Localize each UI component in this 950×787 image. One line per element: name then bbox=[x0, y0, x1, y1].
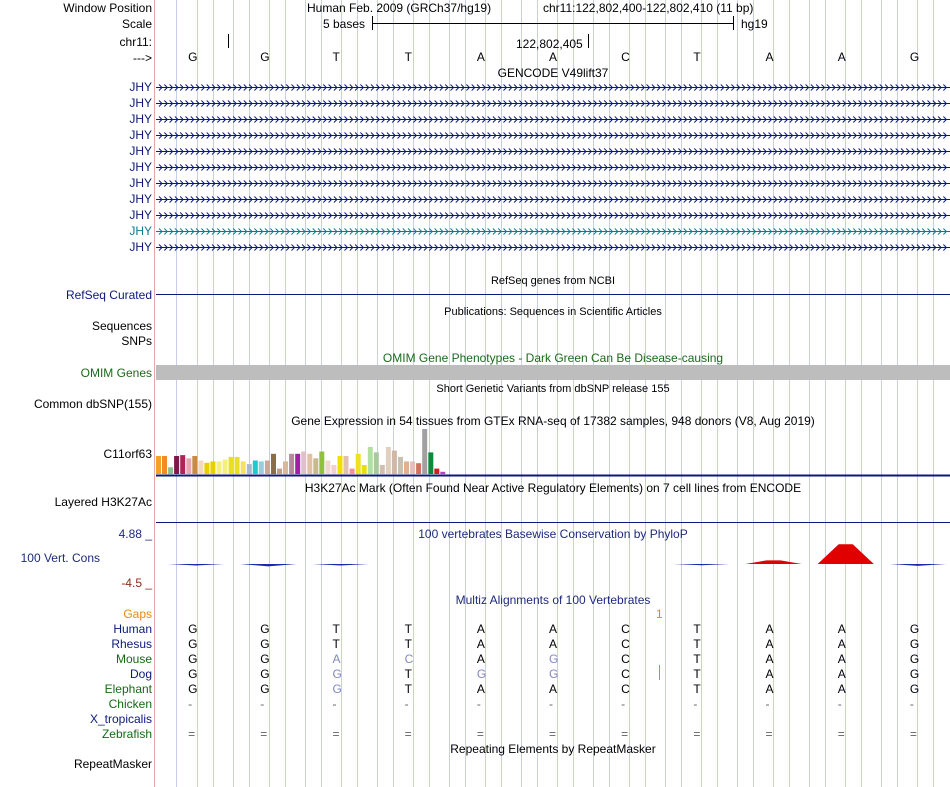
gencode-transcript-line[interactable] bbox=[156, 243, 950, 252]
alignment-base: T bbox=[404, 622, 412, 636]
alignment-base: T bbox=[693, 682, 701, 696]
alignment-base: = bbox=[909, 727, 917, 741]
refseq-gene-line[interactable] bbox=[156, 294, 950, 295]
gtex-tissue-bar[interactable] bbox=[344, 456, 349, 474]
gtex-tissue-bar[interactable] bbox=[259, 461, 264, 474]
gtex-tissue-bar[interactable] bbox=[265, 461, 270, 475]
alignment-base: - bbox=[332, 697, 337, 711]
gtex-tissue-bar[interactable] bbox=[398, 457, 403, 474]
alignment-base: - bbox=[260, 697, 265, 711]
alignment-base: = bbox=[693, 727, 701, 741]
alignment-base: A bbox=[837, 667, 846, 681]
alignment-base: = bbox=[260, 727, 268, 741]
gtex-tissue-bar[interactable] bbox=[217, 461, 222, 474]
alignment-base: A bbox=[765, 667, 774, 681]
alignment-base: G bbox=[909, 622, 920, 636]
gencode-transcript-line[interactable] bbox=[156, 163, 950, 172]
gencode-transcript-label[interactable]: JHY bbox=[129, 144, 152, 158]
strand-label: ---> bbox=[133, 51, 152, 65]
gtex-tissue-bar[interactable] bbox=[223, 460, 228, 474]
gtex-tissue-bar[interactable] bbox=[174, 456, 179, 474]
alignment-base: A bbox=[765, 682, 774, 696]
alignment-base: G bbox=[909, 667, 920, 681]
gtex-tissue-bar[interactable] bbox=[210, 461, 215, 474]
alignment-base: T bbox=[693, 637, 701, 651]
gencode-transcript-label[interactable]: JHY bbox=[129, 192, 152, 206]
coord-text: 122,802,405 bbox=[516, 37, 583, 51]
alignment-base: = bbox=[765, 727, 773, 741]
alignment-base: = bbox=[476, 727, 484, 741]
gencode-transcript-label[interactable]: JHY bbox=[129, 208, 152, 222]
gtex-tissue-bar[interactable] bbox=[241, 461, 246, 474]
gtex-tissue-bar[interactable] bbox=[428, 452, 433, 474]
species-label[interactable]: Rhesus bbox=[111, 637, 152, 651]
position-text: chr11:122,802,400-122,802,410 (11 bp) bbox=[543, 1, 754, 15]
alignment-base: - bbox=[404, 697, 409, 711]
dbsnp-track-title[interactable]: Short Genetic Variants from dbSNP release 155 bbox=[436, 383, 670, 395]
gencode-transcript-line[interactable] bbox=[156, 115, 950, 124]
gtex-tissue-bar[interactable] bbox=[386, 447, 391, 474]
alignment-base: - bbox=[476, 697, 481, 711]
gtex-tissue-bar[interactable] bbox=[350, 469, 355, 474]
alignment-base: C bbox=[621, 637, 630, 651]
alignment-base: C bbox=[404, 652, 414, 666]
alignment-base: A bbox=[476, 637, 485, 651]
alignment-base: = bbox=[404, 727, 412, 741]
base-letter: T bbox=[332, 50, 340, 64]
alignment-base: A bbox=[765, 652, 774, 666]
gtex-tissue-bar[interactable] bbox=[295, 454, 300, 474]
alignment-base: G bbox=[188, 622, 198, 636]
h3k27ac-baseline bbox=[156, 522, 950, 523]
gtex-tissue-bar[interactable] bbox=[283, 461, 288, 474]
base-letter: A bbox=[549, 50, 558, 64]
gencode-track-title[interactable]: GENCODE V49lift37 bbox=[497, 66, 609, 80]
alignment-base: - bbox=[837, 697, 842, 711]
alignment-base: G bbox=[260, 667, 270, 681]
gtex-tissue-bar[interactable] bbox=[192, 456, 197, 474]
alignment-base: = bbox=[549, 727, 557, 741]
gencode-transcript-line[interactable] bbox=[156, 195, 950, 204]
ruler-tick bbox=[228, 34, 229, 48]
gencode-transcript-line[interactable] bbox=[156, 227, 950, 236]
gencode-transcript-line[interactable] bbox=[156, 211, 950, 220]
refseq-track-title[interactable]: RefSeq genes from NCBI bbox=[490, 275, 616, 287]
alignment-base: G bbox=[260, 622, 270, 636]
alignment-base: G bbox=[260, 682, 270, 696]
alignment-base: G bbox=[260, 652, 270, 666]
phylop-track-label[interactable]: 100 Vert. Cons bbox=[20, 551, 100, 565]
refseq-track-label[interactable]: RefSeq Curated bbox=[65, 288, 152, 302]
gap-marker bbox=[659, 665, 660, 680]
alignment-base: A bbox=[837, 622, 846, 636]
alignment-base: - bbox=[549, 697, 553, 711]
alignment-base: A bbox=[332, 652, 341, 666]
alignment-base: T bbox=[693, 622, 701, 636]
alignment-base: A bbox=[765, 637, 774, 651]
alignment-base: G bbox=[188, 667, 198, 681]
base-letter: A bbox=[476, 50, 485, 64]
gtex-tissue-bar[interactable] bbox=[198, 461, 203, 475]
alignment-base: A bbox=[765, 622, 774, 636]
window-position-label: Window Position bbox=[63, 1, 152, 15]
phylop-score-mark[interactable] bbox=[168, 564, 224, 565]
gtex-tissue-bar[interactable] bbox=[229, 457, 234, 474]
gtex-tissue-bar[interactable] bbox=[380, 465, 385, 474]
alignment-base: G bbox=[909, 652, 920, 666]
gencode-transcript-label[interactable]: JHY bbox=[129, 240, 152, 254]
gtex-tissue-bar[interactable] bbox=[271, 454, 276, 474]
repeatmasker-track-title[interactable]: Repeating Elements by RepeatMasker bbox=[450, 742, 656, 756]
alignment-base: = bbox=[837, 727, 845, 741]
label-separator bbox=[154, 0, 155, 787]
gtex-tissue-bar[interactable] bbox=[392, 451, 397, 474]
gencode-transcript-label[interactable]: JHY bbox=[129, 160, 152, 174]
base-letter: C bbox=[621, 50, 630, 64]
alignment-base: T bbox=[693, 652, 701, 666]
gtex-tissue-bar[interactable] bbox=[186, 458, 191, 474]
alignment-base: C bbox=[621, 667, 630, 681]
alignment-base: - bbox=[765, 697, 770, 711]
gencode-transcript-label[interactable]: JHY bbox=[129, 224, 152, 238]
base-letter: G bbox=[188, 50, 198, 64]
alignment-base: G bbox=[332, 682, 342, 696]
gtex-tissue-bar[interactable] bbox=[362, 465, 367, 474]
alignment-base: T bbox=[693, 667, 701, 681]
species-label[interactable]: X_tropicalis bbox=[89, 712, 152, 726]
phylop-score-mark[interactable] bbox=[673, 564, 729, 565]
dbsnp-track-label[interactable]: Common dbSNP(155) bbox=[33, 397, 152, 411]
gaps-value: 1 bbox=[656, 607, 663, 621]
gtex-tissue-bar[interactable] bbox=[162, 456, 167, 474]
species-label[interactable]: Chicken bbox=[108, 697, 152, 711]
gtex-tissue-bar[interactable] bbox=[404, 461, 409, 474]
gtex-tissue-bar[interactable] bbox=[319, 452, 324, 475]
phylop-score-mark[interactable] bbox=[312, 564, 368, 565]
base-letter: G bbox=[260, 50, 270, 64]
alignment-base: C bbox=[621, 622, 630, 636]
alignment-base: A bbox=[837, 637, 846, 651]
base-letter: A bbox=[765, 50, 774, 64]
alignment-base: A bbox=[549, 622, 558, 636]
phylop-score-mark[interactable] bbox=[818, 544, 874, 564]
alignment-base: - bbox=[621, 697, 626, 711]
alignment-base: - bbox=[909, 697, 914, 711]
scale-bar bbox=[372, 16, 734, 31]
phylop-score-mark[interactable] bbox=[240, 564, 296, 566]
alignment-base: G bbox=[549, 667, 559, 681]
gencode-transcript-label[interactable]: JHY bbox=[129, 96, 152, 110]
omim-track-title[interactable]: OMIM Gene Phenotypes - Dark Green Can Be Disease-causing bbox=[382, 351, 724, 365]
alignment-base: G bbox=[909, 637, 920, 651]
gencode-transcript-line[interactable] bbox=[156, 131, 950, 140]
species-label[interactable]: Elephant bbox=[104, 682, 152, 696]
alignment-base: G bbox=[260, 637, 270, 651]
alignment-base: - bbox=[188, 697, 193, 711]
alignment-base: A bbox=[549, 637, 558, 651]
gtex-tissue-bar[interactable] bbox=[374, 452, 379, 474]
gtex-tissue-bar[interactable] bbox=[277, 469, 282, 474]
base-letter: T bbox=[404, 50, 412, 64]
base-letter: A bbox=[837, 50, 846, 64]
alignment-base: = bbox=[621, 727, 629, 741]
alignment-base: T bbox=[332, 637, 340, 651]
gencode-transcript-label[interactable]: JHY bbox=[129, 176, 152, 190]
gaps-label: Gaps bbox=[123, 607, 152, 621]
h3k27ac-track-title[interactable]: H3K27Ac Mark (Often Found Near Active Regulatory Elements) on 7 cell lines from ENCODE bbox=[304, 481, 802, 495]
gtex-bar-graph[interactable] bbox=[156, 428, 950, 478]
phylop-score-mark[interactable] bbox=[745, 560, 801, 564]
gencode-transcript-label[interactable]: JHY bbox=[129, 80, 152, 94]
omim-gene-bar[interactable] bbox=[156, 365, 950, 380]
db-text: hg19 bbox=[741, 17, 768, 31]
snps-label[interactable]: SNPs bbox=[121, 334, 152, 348]
gtex-track-label[interactable]: C11orf63 bbox=[103, 447, 152, 461]
omim-track-label[interactable]: OMIM Genes bbox=[80, 366, 152, 380]
h3k27ac-track-label[interactable]: Layered H3K27Ac bbox=[54, 495, 152, 509]
gencode-transcript-line[interactable] bbox=[156, 147, 950, 156]
alignment-base: C bbox=[621, 652, 630, 666]
gtex-tissue-bar[interactable] bbox=[410, 461, 415, 474]
alignment-base: G bbox=[476, 667, 487, 681]
gtex-tissue-bar[interactable] bbox=[331, 465, 336, 474]
publications-track-title[interactable]: Publications: Sequences in Scientific Articles bbox=[444, 306, 662, 318]
base-letter: G bbox=[909, 50, 920, 64]
alignment-base: G bbox=[332, 667, 342, 681]
gtex-tissue-bar[interactable] bbox=[440, 472, 445, 474]
alignment-base: = bbox=[332, 727, 340, 741]
alignment-base: G bbox=[188, 637, 198, 651]
base-sequence bbox=[156, 50, 950, 64]
species-label[interactable]: Dog bbox=[129, 667, 152, 681]
repeatmasker-track-label[interactable]: RepeatMasker bbox=[73, 757, 152, 771]
alignment-base: A bbox=[476, 622, 485, 636]
scale-text: 5 bases bbox=[323, 17, 366, 31]
chrom-label: chr11: bbox=[119, 35, 152, 49]
sequences-label[interactable]: Sequences bbox=[91, 319, 152, 333]
alignment-base: G bbox=[188, 682, 198, 696]
gtex-tissue-bar[interactable] bbox=[235, 457, 240, 474]
gtex-track-title[interactable]: Gene Expression in 54 tissues from GTEx RNA-seq of 17382 samples, 948 donors (V8, Aug 2019) bbox=[291, 414, 815, 428]
gtex-tissue-bar[interactable] bbox=[168, 467, 173, 474]
phylop-graph[interactable] bbox=[156, 540, 950, 576]
alignment-base: A bbox=[549, 682, 558, 696]
gtex-tissue-bar[interactable] bbox=[356, 454, 361, 474]
phylop-max-label: 4.88 _ bbox=[118, 527, 152, 541]
alignment-base: T bbox=[404, 667, 412, 681]
gtex-tissue-bar[interactable] bbox=[422, 429, 427, 474]
gencode-transcript-label[interactable]: JHY bbox=[129, 112, 152, 126]
alignment-base: G bbox=[549, 652, 559, 666]
gtex-tissue-bar[interactable] bbox=[313, 458, 318, 474]
species-label[interactable]: Zebrafish bbox=[101, 727, 152, 741]
gtex-tissue-bar[interactable] bbox=[156, 456, 161, 474]
phylop-score-mark[interactable] bbox=[890, 564, 946, 566]
alignment-base: C bbox=[621, 682, 630, 696]
gtex-tissue-bar[interactable] bbox=[247, 464, 252, 474]
phylop-track-title[interactable]: 100 vertebrates Basewise Conservation by PhyloP bbox=[418, 527, 688, 541]
gtex-tissue-bar[interactable] bbox=[434, 469, 439, 474]
alignment-base: A bbox=[476, 652, 485, 666]
alignment-base: A bbox=[837, 652, 846, 666]
gtex-tissue-bar[interactable] bbox=[368, 447, 373, 474]
gtex-tissue-bar[interactable] bbox=[180, 455, 185, 474]
species-label[interactable]: Mouse bbox=[115, 652, 152, 666]
gencode-transcript-label[interactable]: JHY bbox=[129, 128, 152, 142]
scale-label: Scale bbox=[121, 17, 152, 31]
multiz-track-title[interactable]: Multiz Alignments of 100 Vertebrates bbox=[455, 593, 651, 607]
species-label[interactable]: Human bbox=[113, 622, 152, 636]
gtex-tissue-bar[interactable] bbox=[253, 461, 258, 475]
alignment-base: T bbox=[332, 622, 340, 636]
alignment-base: G bbox=[909, 682, 920, 696]
ruler-tick bbox=[588, 34, 589, 48]
alignment-base: = bbox=[188, 727, 196, 741]
alignment-base: A bbox=[476, 682, 485, 696]
gtex-tissue-bar[interactable] bbox=[307, 454, 312, 474]
gencode-transcript-line[interactable] bbox=[156, 83, 950, 92]
gtex-tissue-bar[interactable] bbox=[289, 454, 294, 474]
alignment-base: - bbox=[693, 697, 698, 711]
alignment-base: A bbox=[837, 682, 846, 696]
gtex-tissue-bar[interactable] bbox=[204, 463, 209, 474]
gencode-transcript-line[interactable] bbox=[156, 99, 950, 108]
alignment-base: T bbox=[404, 637, 412, 651]
alignment-base: T bbox=[404, 682, 412, 696]
base-letter: T bbox=[693, 50, 701, 64]
gencode-transcript-line[interactable] bbox=[156, 179, 950, 188]
gtex-tissue-bar[interactable] bbox=[301, 452, 306, 475]
phylop-min-label: -4.5 _ bbox=[121, 576, 152, 590]
alignment-base: G bbox=[188, 652, 198, 666]
gtex-tissue-bar[interactable] bbox=[325, 461, 330, 475]
assembly-text: Human Feb. 2009 (GRCh37/hg19) bbox=[307, 1, 492, 15]
gtex-tissue-bar[interactable] bbox=[416, 463, 421, 474]
gtex-tissue-bar[interactable] bbox=[338, 456, 343, 474]
